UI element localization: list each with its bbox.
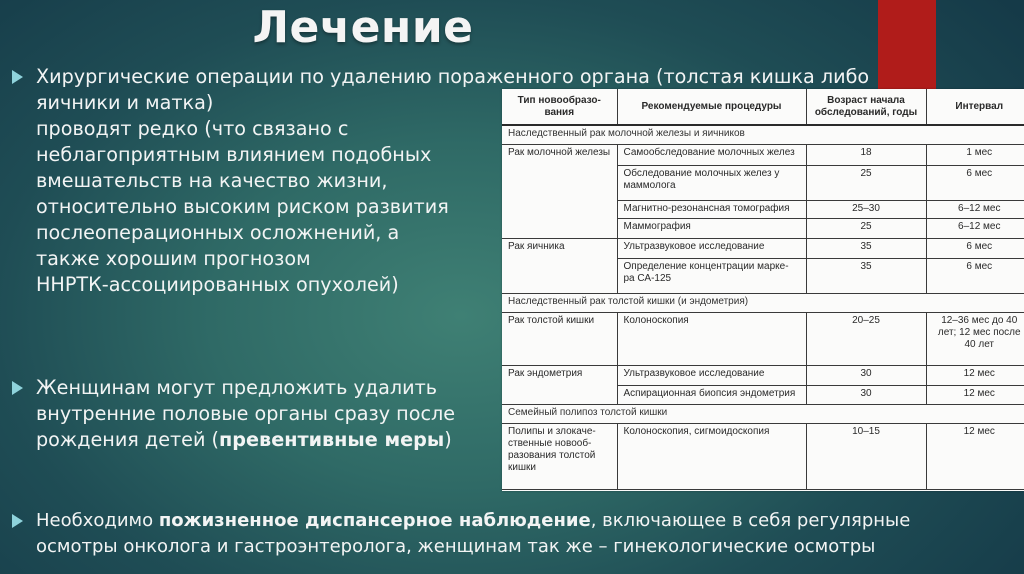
interval: 6 мес [926,165,1024,200]
procedure: Колоноскопия, сигмоидоскопия [617,423,806,489]
section-header: Наследственный рак толстой кишки (и эндометрия) [502,293,1024,312]
start-age: 25 [806,218,926,238]
start-age: 18 [806,144,926,165]
start-age: 35 [806,258,926,293]
tumor-type: Полипы и злокаче-ственные новооб-разования толстой кишки [502,423,617,489]
section-header: Семейный полипоз толстой кишки [502,404,1024,423]
procedure: Обследование молочных желез у маммолога [617,165,806,200]
interval: 12 мес [926,423,1024,489]
start-age: 35 [806,238,926,258]
col-header-interval: Интервал [926,89,1024,125]
bullet-line: Хирургические операции по удалению пораженного органа (толстая кишка либо [36,65,870,88]
bullet-line [36,427,455,453]
screening-table-image [502,89,1024,491]
bullet-line: ННРТК-ассоциированных опухолей) [36,273,399,296]
bullet-text [36,508,910,560]
start-age: 25 [806,165,926,200]
start-age: 25–30 [806,200,926,218]
col-header-type: Тип новообразо-вания [502,89,617,125]
interval: 6–12 мес [926,218,1024,238]
procedure: Маммография [617,218,806,238]
bullet-text-suffix: ) [444,428,452,451]
bullet-line: яичники и матка) [36,91,214,114]
interval: 6 мес [926,238,1024,258]
bullet-line [36,508,910,534]
bullet-line: Женщинам могут предложить удалить [36,376,438,399]
procedure: Колоноскопия [617,312,806,365]
start-age: 30 [806,365,926,385]
bullet-text-suffix: , включающее в себя регулярные [590,510,911,531]
accent-bar [878,0,936,90]
bullet-line: послеоперационных осложнений, а [36,221,400,244]
interval: 6–12 мес [926,200,1024,218]
start-age: 30 [806,385,926,404]
procedure: Ультразвуковое исследование [617,238,806,258]
col-header-procedures: Рекомендуемые процедуры [617,89,806,125]
tumor-type: Рак эндометрия [502,365,617,404]
bullet-line: неблагоприятным влиянием подобных [36,143,432,166]
start-age: 20–25 [806,312,926,365]
procedure: Ультразвуковое исследование [617,365,806,385]
interval: 12 мес [926,385,1024,404]
procedure: Аспирационная биопсия эндометрия [617,385,806,404]
bullet-line: осмотры онколога и гастроэнтеролога, женщинам так же – гинекологические осмотры [36,536,876,557]
slide-title: Лечение [252,2,474,53]
section-header: Наследственный рак молочной железы и яичников [502,125,1024,144]
tumor-type: Рак молочной железы [502,144,617,238]
procedure: Самообследование молочных желез [617,144,806,165]
triangle-bullet-icon [12,514,23,528]
col-header-age: Возраст начала обследований, годы [806,89,926,125]
start-age: 10–15 [806,423,926,489]
bullet-text-prefix: рождения детей ( [36,428,220,451]
bullet-line: относительно высоким риском развития [36,195,449,218]
bullet-text [36,375,455,453]
bullet-emphasis: превентивные меры [219,428,445,451]
bullet-line: вмешательств на качество жизни, [36,169,388,192]
bullet-text-prefix: Необходимо [36,510,159,531]
interval: 6 мес [926,258,1024,293]
interval: 12 мес [926,365,1024,385]
bullet-line: также хорошим прогнозом [36,247,311,270]
triangle-bullet-icon [12,70,23,84]
screening-table [502,89,1024,490]
procedure: Магнитно-резонансная томография [617,200,806,218]
procedure: Определение концентрации марке-ра СА-125 [617,258,806,293]
interval: 1 мес [926,144,1024,165]
interval: 12–36 мес до 40 лет; 12 мес после 40 лет [926,312,1024,365]
bullet-emphasis: пожизненное диспансерное наблюдение [158,510,591,531]
triangle-bullet-icon [12,381,23,395]
tumor-type: Рак яичника [502,238,617,293]
bullet-line: внутренние половые органы сразу после [36,402,456,425]
bullet-line: проводят редко (что связано с [36,117,349,140]
tumor-type: Рак толстой кишки [502,312,617,365]
